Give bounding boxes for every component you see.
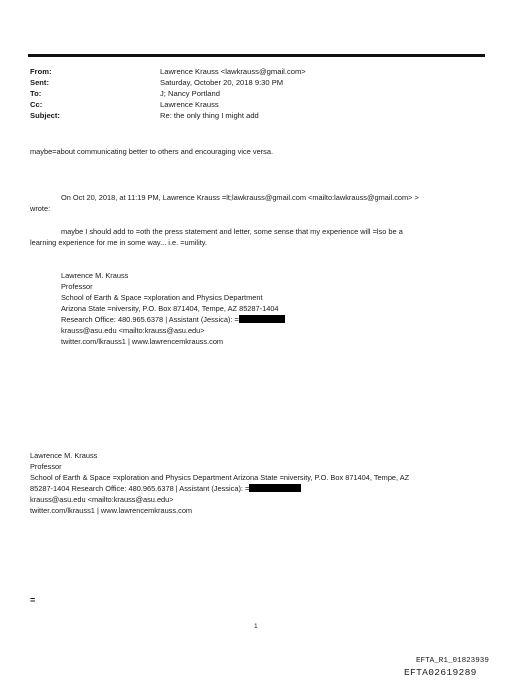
- bates-number-2: EFTA02619289: [404, 667, 477, 678]
- sig-line-1: School of Earth & Space =xploration and Physics Department Arizona State =niversity, P.O. Box 871404, Tempe, AZ: [30, 473, 410, 482]
- sig-title: Professor: [30, 462, 62, 471]
- cc-value: Lawrence Krauss: [160, 100, 219, 109]
- quoted-sig-title: Professor: [61, 282, 93, 291]
- sig-web: twitter.com/lkrauss1 | www.lawrencemkrauss.com: [30, 506, 193, 515]
- sig-line-2: 85287-1404 Research Office: 480.965.6378 | Assistant (Jessica): =: [30, 484, 250, 493]
- to-label: To:: [30, 89, 42, 98]
- sig-name: Lawrence M. Krauss: [30, 451, 98, 460]
- sent-value: Saturday, October 20, 2018 9:30 PM: [160, 78, 284, 87]
- quoted-sig-web: twitter.com/lkrauss1 | www.lawrencemkrauss.com: [61, 337, 224, 346]
- quote-line-2: learning experience for me in some way... i.e. =umility.: [30, 238, 207, 247]
- from-value: Lawrence Krauss <lawkrauss@gmail.com>: [160, 67, 306, 76]
- body-line-1: maybe=about communicating better to others and encouraging vice versa.: [30, 147, 274, 156]
- quote-header-line-2: wrote:: [30, 204, 51, 213]
- sent-label: Sent:: [30, 78, 49, 87]
- to-value: J; Nancy Portland: [160, 89, 220, 98]
- header-rule: [28, 54, 485, 57]
- quoted-sig-address: Arizona State =niversity, P.O. Box 871404, Tempe, AZ 85287-1404: [61, 304, 279, 313]
- redaction-box: [249, 484, 301, 492]
- quote-header-line-1: On Oct 20, 2018, at 11:19 PM, Lawrence Krauss =lt;lawkrauss@gmail.com <mailto:lawkrauss@gmail.com> >: [61, 193, 419, 202]
- quoted-sig-email: krauss@asu.edu <mailto:krauss@asu.edu>: [61, 326, 205, 335]
- subject-label: Subject:: [30, 111, 60, 120]
- subject-value: Re: the only thing I might add: [160, 111, 259, 120]
- from-label: From:: [30, 67, 52, 76]
- sig-line-2-row: [30, 483, 301, 494]
- quoted-sig-office: Research Office: 480.965.6378 | Assistant (Jessica): =: [61, 315, 239, 324]
- cc-label: Cc:: [30, 100, 43, 109]
- end-mark: =: [30, 595, 36, 605]
- bates-number-1: EFTA_R1_01823939: [416, 657, 489, 665]
- quoted-sig-office-line: [61, 314, 285, 325]
- redaction-box: [239, 315, 285, 323]
- quoted-sig-dept: School of Earth & Space =xploration and Physics Department: [61, 293, 263, 302]
- sig-email: krauss@asu.edu <mailto:krauss@asu.edu>: [30, 495, 174, 504]
- quote-line-1: maybe I should add to =oth the press statement and letter, some sense that my experience will =lso be a: [61, 227, 403, 236]
- quoted-sig-name: Lawrence M. Krauss: [61, 271, 129, 280]
- page-number: 1: [254, 623, 258, 630]
